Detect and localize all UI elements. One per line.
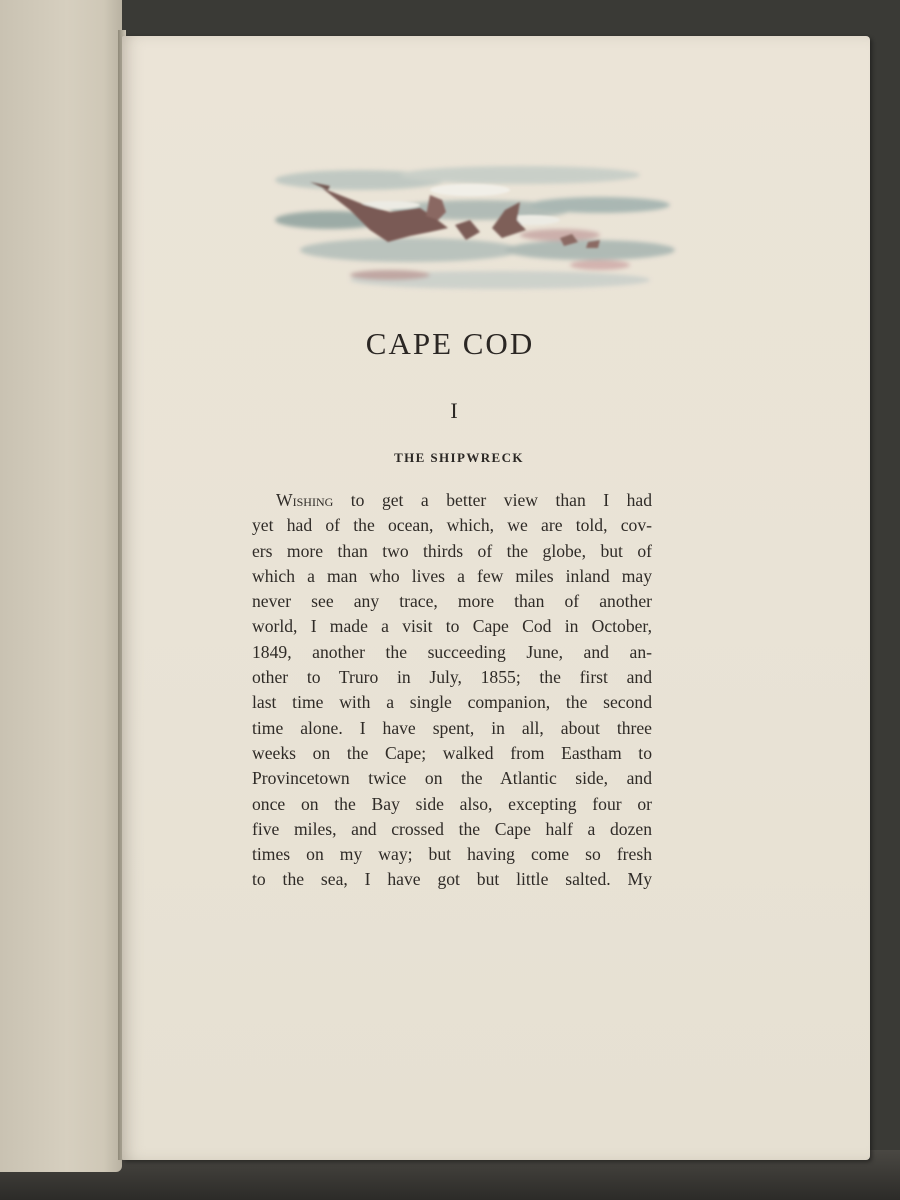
text-line: five miles, and crossed the Cape half a dozen	[252, 818, 652, 839]
text-line: 1849, another the succeeding June, and an-	[252, 641, 652, 662]
text-line: other to Truro in July, 1855; the first and	[252, 667, 652, 688]
text-line: ers more than two thirds of the globe, but of	[252, 540, 652, 561]
book-title: CAPE COD	[365, 326, 535, 361]
text-line: Provincetown twice on the Atlantic side, and	[252, 768, 652, 789]
text-line: world, I made a visit to Cape Cod in October,	[252, 616, 652, 637]
shipwreck-illustration-icon	[270, 150, 680, 310]
chapter-body-text	[252, 488, 652, 893]
facing-left-page	[0, 0, 122, 1172]
text-line: to the sea, I have got but little salted. My	[252, 869, 652, 890]
first-line-text: to get a better view than I had	[333, 490, 652, 510]
text-line	[252, 488, 652, 513]
chapter-number: I	[450, 398, 458, 423]
text-line: once on the Bay side also, excepting four or	[252, 793, 652, 814]
text-line: never see any trace, more than of another	[252, 591, 652, 612]
text-line: times on my way; but having come so fresh	[252, 844, 652, 865]
text-line: time alone. I have spent, in all, about three	[252, 717, 652, 738]
opening-word: Wishing	[276, 490, 334, 510]
text-line: which a man who lives a few miles inland may	[252, 565, 652, 586]
text-line: weeks on the Cape; walked from Eastham to	[252, 742, 652, 763]
text-line: last time with a single companion, the second	[252, 692, 652, 713]
text-line: yet had of the ocean, which, we are told, cov-	[252, 515, 652, 536]
chapter-title: THE SHIPWRECK	[394, 450, 524, 465]
